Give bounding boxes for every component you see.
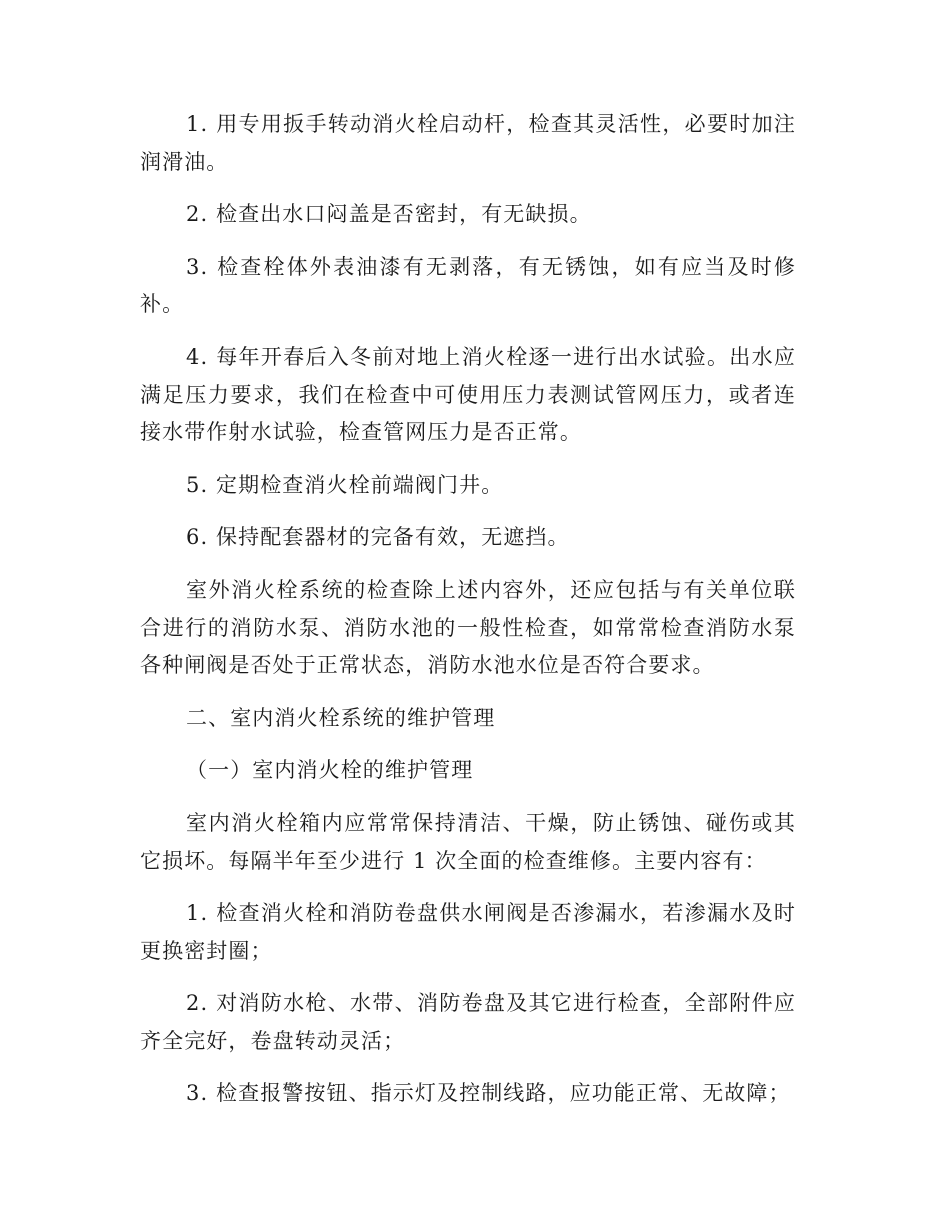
paragraph-4: 4. 每年开春后入冬前对地上消火栓逐一进行出水试验。出水应满足压力要求，我们在检查中可使用压力表测试管网压力，或者连接水带作射水试验，检查管网压力是否正常。 (140, 344, 796, 445)
paragraph-indoor-2: 2. 对消防水枪、水带、消防卷盘及其它进行检查，全部附件应齐全完好，卷盘转动灵活； (140, 991, 796, 1053)
paragraph-6: 6. 保持配套器材的完备有效，无遮挡。 (186, 525, 570, 550)
section-heading: 二、室内消火栓系统的维护管理 (186, 705, 496, 730)
paragraph-indoor-3: 3. 检查报警按钮、指示灯及控制线路，应功能正常、无故障； (186, 1081, 791, 1106)
paragraph-indoor-1: 1. 检查消火栓和消防卷盘供水闸阀是否渗漏水，若渗漏水及时更换密封圈； (140, 901, 796, 963)
paragraph-outdoor-summary: 室外消火栓系统的检查除上述内容外，还应包括与有关单位联合进行的消防水泵、消防水池的一般性检查，如常常检查消防水泵各种闸阀是否处于正常状态，消防水池水位是否符合要求。 (140, 577, 796, 678)
paragraph-1: 1. 用专用扳手转动消火栓启动杆，检查其灵活性，必要时加注润滑油。 (140, 112, 796, 174)
paragraph-2: 2. 检查出水口闷盖是否密封，有无缺损。 (186, 202, 592, 227)
paragraph-3: 3. 检查栓体外表油漆有无剥落，有无锈蚀，如有应当及时修补。 (140, 254, 796, 317)
paragraph-5: 5. 定期检查消火栓前端阀门井。 (186, 472, 504, 497)
document-body (140, 106, 796, 1128)
subsection-heading: （一）室内消火栓的维护管理 (186, 758, 474, 783)
paragraph-indoor-intro: 室内消火栓箱内应常常保持清洁、干燥，防止锈蚀、碰伤或其它损坏。每隔半年至少进行 1 次全面的检查维修。主要内容有： (140, 810, 796, 873)
